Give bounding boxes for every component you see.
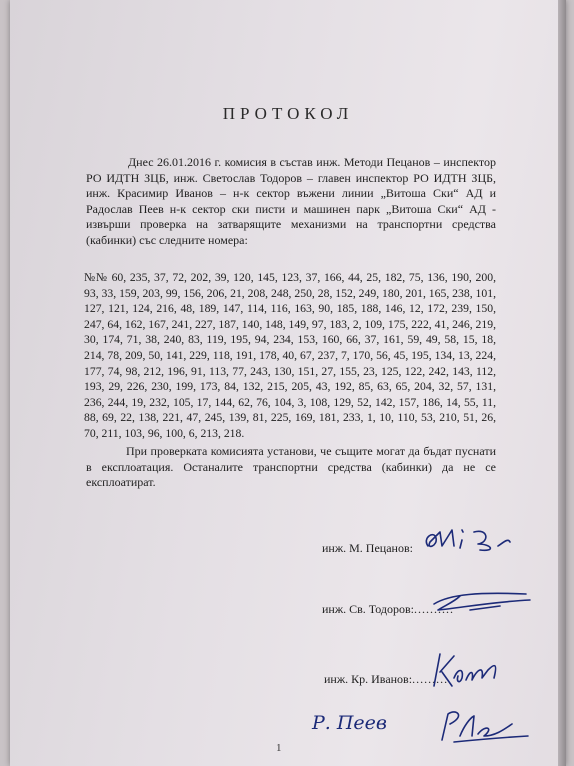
signature-line-pecanov: [322, 541, 413, 556]
signatory-name: инж. Св. Тодоров:: [322, 602, 414, 616]
signature-line-ivanov: инж. Кр. Иванов:.........: [324, 672, 449, 686]
signature-line-peev: [312, 712, 387, 734]
document-title: ПРОТОКОЛ: [222, 104, 354, 123]
signatory-name: инж. М. Пецанов:: [322, 541, 413, 555]
document-page: [10, 0, 566, 766]
handwritten-signature-ivanov: [428, 648, 508, 692]
page-number: 1: [276, 742, 282, 754]
conclusion-paragraph: При проверката комисията установи, че същите могат да бъдат пуснати в експлоатация. Останалите транспортни средства (кабинки) да не се експлоатират.: [86, 444, 496, 490]
handwritten-signature-pecanov: [418, 524, 518, 554]
handwritten-signature-peev: [434, 706, 534, 746]
signature-line-todorov: инж. Св. Тодоров:..........: [322, 602, 454, 616]
signatory-name-handwritten: Р. Пеев: [312, 712, 387, 734]
cabin-numbers-list: №№ 60, 235, 37, 72, 202, 39, 120, 145, 123, 37, 166, 44, 25, 182, 75, 136, 190, 200, 93, 33, 159, 203, 99, 156, 206, 21, 208, 248, 250, 28, 152, 249, 180, 201, 165, 238, 101, 127, 121, 124, 216, 48, 189, 147, 114, 116, 163, 90, 185, 188, 146, 12, 172, 239, 150, 247, 64, 162, 167, 241, 227, 187, 140, 148, 149, 97, 183, 2, 109, 175, 222, 41, 246, 219, 30, 174, 71, 38, 240, 83, 119, 195, 94, 234, 153, 160, 66, 37, 161, 59, 49, 58, 15, 18, 214, 78, 209, 50, 141, 229, 118, 191, 178, 40, 67, 237, 7, 170, 56, 45, 195, 134, 13, 224, 177, 74, 98, 212, 196, 91, 113, 77, 243, 130, 151, 27, 155, 23, 125, 122, 242, 143, 112, 193, 29, 226, 230, 199, 173, 84, 132, 215, 205, 43, 192, 85, 63, 65, 204, 32, 57, 131, 236, 244, 19, 232, 105, 17, 144, 62, 76, 104, 3, 108, 129, 52, 142, 157, 186, 14, 55, 11, 88, 69, 22, 138, 221, 47, 245, 139, 81, 225, 169, 181, 233, 1, 10, 110, 53, 210, 51, 26, 70, 211, 103, 96, 100, 6, 213, 218.: [84, 271, 496, 440]
signatory-name: инж. Кр. Иванов:: [324, 672, 413, 686]
handwritten-signature-todorov: [430, 590, 540, 618]
intro-paragraph: Днес 26.01.2016 г. комисия в състав инж. Методи Пецанов – инспектор РО ИДТН ЗЦБ, инж. Светослав Тодоров – главен инспектор РО ИДТН ЗЦБ, инж. Красимир Иванов – н-к сектор въжени линии „Витоша Ски“ АД и Радослав Пеев н-к сектор ски писти и машинен парк „Витоша Ски“ АД - извърши проверка на затварящите механизми на транспортни средства (кабинки) със следните номера:: [86, 155, 496, 247]
